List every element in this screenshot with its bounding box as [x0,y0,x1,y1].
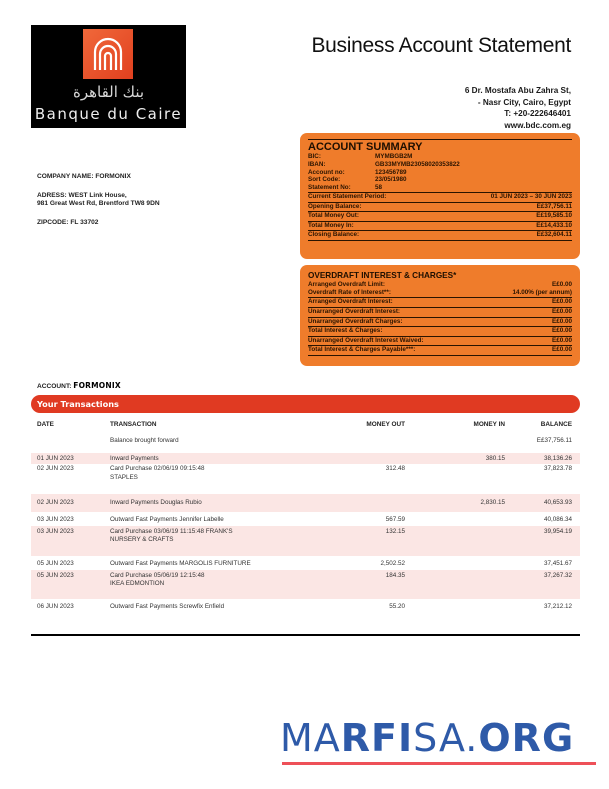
watermark-logo: MARFISA.ORG [280,716,575,760]
header-money-out: MONEY OUT [366,420,405,428]
total-money-in: Total Money In: E£14,433.10 [308,221,572,229]
account-name: FORMONIX [73,381,121,390]
summary-detail: Sort Code: 23/05/1980 [308,176,407,184]
summary-detail: BIC: MYMBGB2M [308,153,413,160]
overdraft-line: Unarranged Overdraft Charges: E£0.00 [308,317,572,325]
table-row: 03 JUN 2023 Card Purchase 03/06/19 11:15:48 FRANK'S NURSERY & CRAFTS 132.15 39,954.19 [31,526,580,555]
company-info [37,173,160,227]
watermark-underline [282,762,596,765]
table-row: 06 JUN 2023 Outward Fast Payments Screwfix Enfield 55.20 37,212.12 [37,603,572,611]
summary-detail: Account no: 123456789 [308,168,407,176]
overdraft-title: OVERDRAFT INTEREST & CHARGES* [308,271,457,280]
table-end-divider [31,634,580,636]
overdraft-line: Arranged Overdraft Interest: E£0.00 [308,298,572,306]
table-row: 05 JUN 2023 Card Purchase 05/06/19 12:15:48 IKEA EDMONTION 184.35 37,267.32 [31,570,580,599]
table-header [31,415,580,433]
bank-address [465,85,571,131]
closing-balance: Closing Balance: E£32,604.11 [308,230,572,241]
summary-detail: IBAN: GB33MYMB23058020353822 [308,160,460,168]
bank-name-arabic: بنك القاهرة [72,83,145,101]
summary-detail: Statement No: 58 [308,184,383,192]
phone-number: T: +20-222646401 [504,109,571,118]
company-address-line1: ADRESS: WEST Link House, [37,191,127,199]
header-money-in: MONEY IN [473,420,505,428]
header-date: DATE [37,420,54,428]
transactions-table [31,415,580,613]
overdraft-rate: Overdraft Rate of Interest**: 14.00% (per annum) [308,289,572,297]
table-row: 01 JUN 2023 Inward Payments 380.15 38,136.26 [31,453,580,464]
account-summary-title: ACCOUNT SUMMARY [308,139,572,153]
header-balance: BALANCE [540,420,572,428]
overdraft-box [300,265,580,366]
address-line: - Nasr City, Cairo, Egypt [477,97,571,107]
transactions-banner: Your Transactions [31,395,580,413]
bank-emblem-icon [83,29,133,79]
overdraft-line: Unarranged Overdraft Interest Waived: E£0.00 [308,336,572,344]
statement-period: Current Statement Period: 01 JUN 2023 – 30 JUN 2023 [308,192,572,200]
total-money-out: Total Money Out: E£19,585.10 [308,212,572,220]
account-summary-box [300,133,580,259]
website-link[interactable]: www.bdc.com.eg [504,120,571,130]
overdraft-line: Unarranged Overdraft Interest: E£0.00 [308,308,572,315]
company-name: COMPANY NAME: FORMONIX [37,173,131,180]
table-row: Balance brought forward E£37,756.11 [110,437,572,444]
company-address-line2: 981 Great West Rd, Brentford TW8 9DN [37,200,160,207]
bank-logo [31,25,186,128]
table-row: 05 JUN 2023 Outward Fast Payments MARGOLIS FURNITURE 2,502.52 37,451.67 [37,559,572,567]
overdraft-line: Total Interest & Charges: E£0.00 [308,327,572,335]
table-row: 02 JUN 2023 Card Purchase 02/06/19 09:15:48 STAPLES 312.48 37,823.78 [37,465,572,481]
bank-name-latin: Banque du Caire [34,105,183,123]
overdraft-line: Total Interest & Charges Payable***: E£0.00 [308,345,572,356]
overdraft-limit: Arranged Overdraft Limit: E£0.00 [308,281,572,288]
table-row: 03 JUN 2023 Outward Fast Payments Jennifer Labelle 567.59 40,086.34 [37,516,572,524]
opening-balance: Opening Balance: E£37,756.11 [308,202,572,210]
company-zipcode: ZIPCODE: FL 33702 [37,218,99,226]
address-line: 6 Dr. Mostafa Abu Zahra St, [464,86,571,95]
account-label: ACCOUNT: FORMONIX [37,381,121,390]
page-title: Business Account Statement [311,34,571,57]
table-row: 02 JUN 2023 Inward Payments Douglas Rubio 2,830.15 40,653.93 [31,494,580,512]
header-transaction: TRANSACTION [110,420,157,428]
